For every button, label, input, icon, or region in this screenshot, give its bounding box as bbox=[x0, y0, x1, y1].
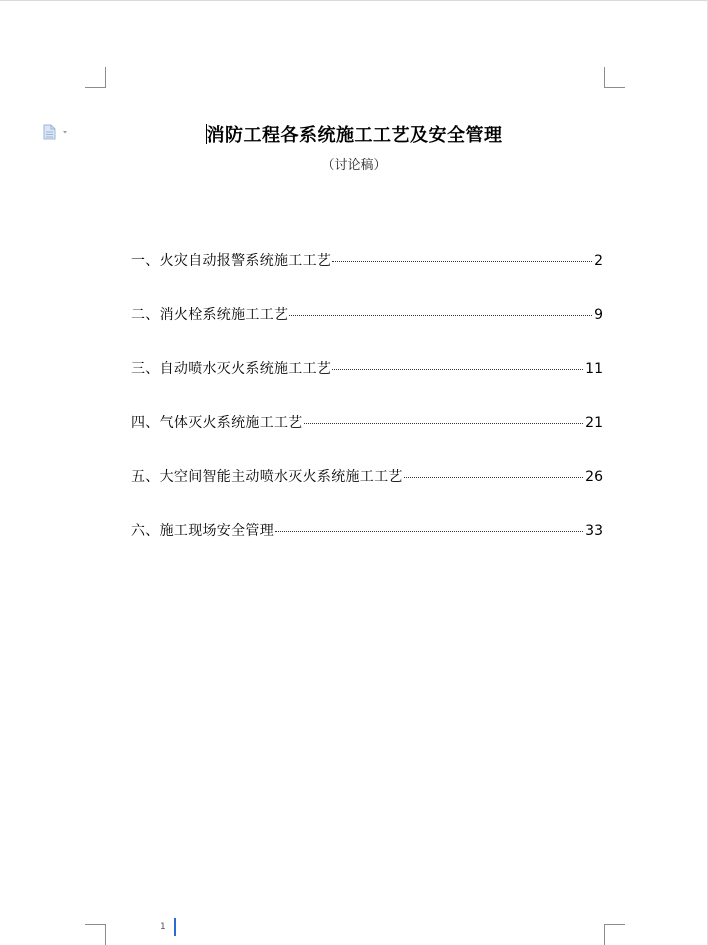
table-of-contents bbox=[131, 250, 603, 574]
toc-entry-text: 六、施工现场安全管理 bbox=[131, 523, 274, 539]
toc-entry-text: 四、气体灭火系统施工工艺 bbox=[131, 415, 303, 431]
toc-entry-text: 一、火灾自动报警系统施工工艺 bbox=[131, 253, 332, 269]
toc-page-number: 21 bbox=[585, 415, 603, 431]
toc-entry-text: 三、自动喷水灭火系统施工工艺 bbox=[131, 361, 332, 377]
document-subtitle: （讨论稿） bbox=[321, 158, 387, 173]
toc-entry-2[interactable] bbox=[131, 304, 603, 324]
toc-entry-6[interactable] bbox=[131, 520, 603, 540]
toc-dot-leader bbox=[404, 477, 583, 478]
toc-page-number: 33 bbox=[585, 523, 603, 539]
toc-dot-leader bbox=[289, 315, 592, 316]
crop-mark-bottom-left bbox=[85, 924, 106, 945]
toc-entry-4[interactable] bbox=[131, 412, 603, 432]
toc-page-number: 9 bbox=[594, 307, 603, 323]
document-title-text: 消防工程各系统施工工艺及安全管理 bbox=[206, 125, 503, 146]
toc-entry-1[interactable] bbox=[131, 250, 603, 270]
toc-entry-text: 二、消火栓系统施工工艺 bbox=[131, 307, 289, 323]
footer-page-number: 1 bbox=[160, 922, 166, 932]
toc-entry-3[interactable] bbox=[131, 358, 603, 378]
crop-mark-top-left bbox=[85, 67, 106, 88]
footer-text-caret bbox=[174, 918, 176, 936]
toc-page-number: 26 bbox=[585, 469, 603, 485]
toc-dot-leader bbox=[332, 261, 592, 262]
toc-dot-leader bbox=[275, 531, 583, 532]
crop-mark-top-right bbox=[604, 67, 625, 88]
toc-entry-5[interactable] bbox=[131, 466, 603, 486]
toc-dot-leader bbox=[332, 369, 583, 370]
document-title[interactable] bbox=[0, 121, 708, 147]
page-top-border bbox=[0, 0, 708, 1]
crop-mark-bottom-right bbox=[604, 924, 625, 945]
toc-entry-text: 五、大空间智能主动喷水灭火系统施工工艺 bbox=[131, 469, 403, 485]
toc-page-number: 11 bbox=[585, 361, 603, 377]
toc-dot-leader bbox=[304, 423, 584, 424]
toc-page-number: 2 bbox=[594, 253, 603, 269]
